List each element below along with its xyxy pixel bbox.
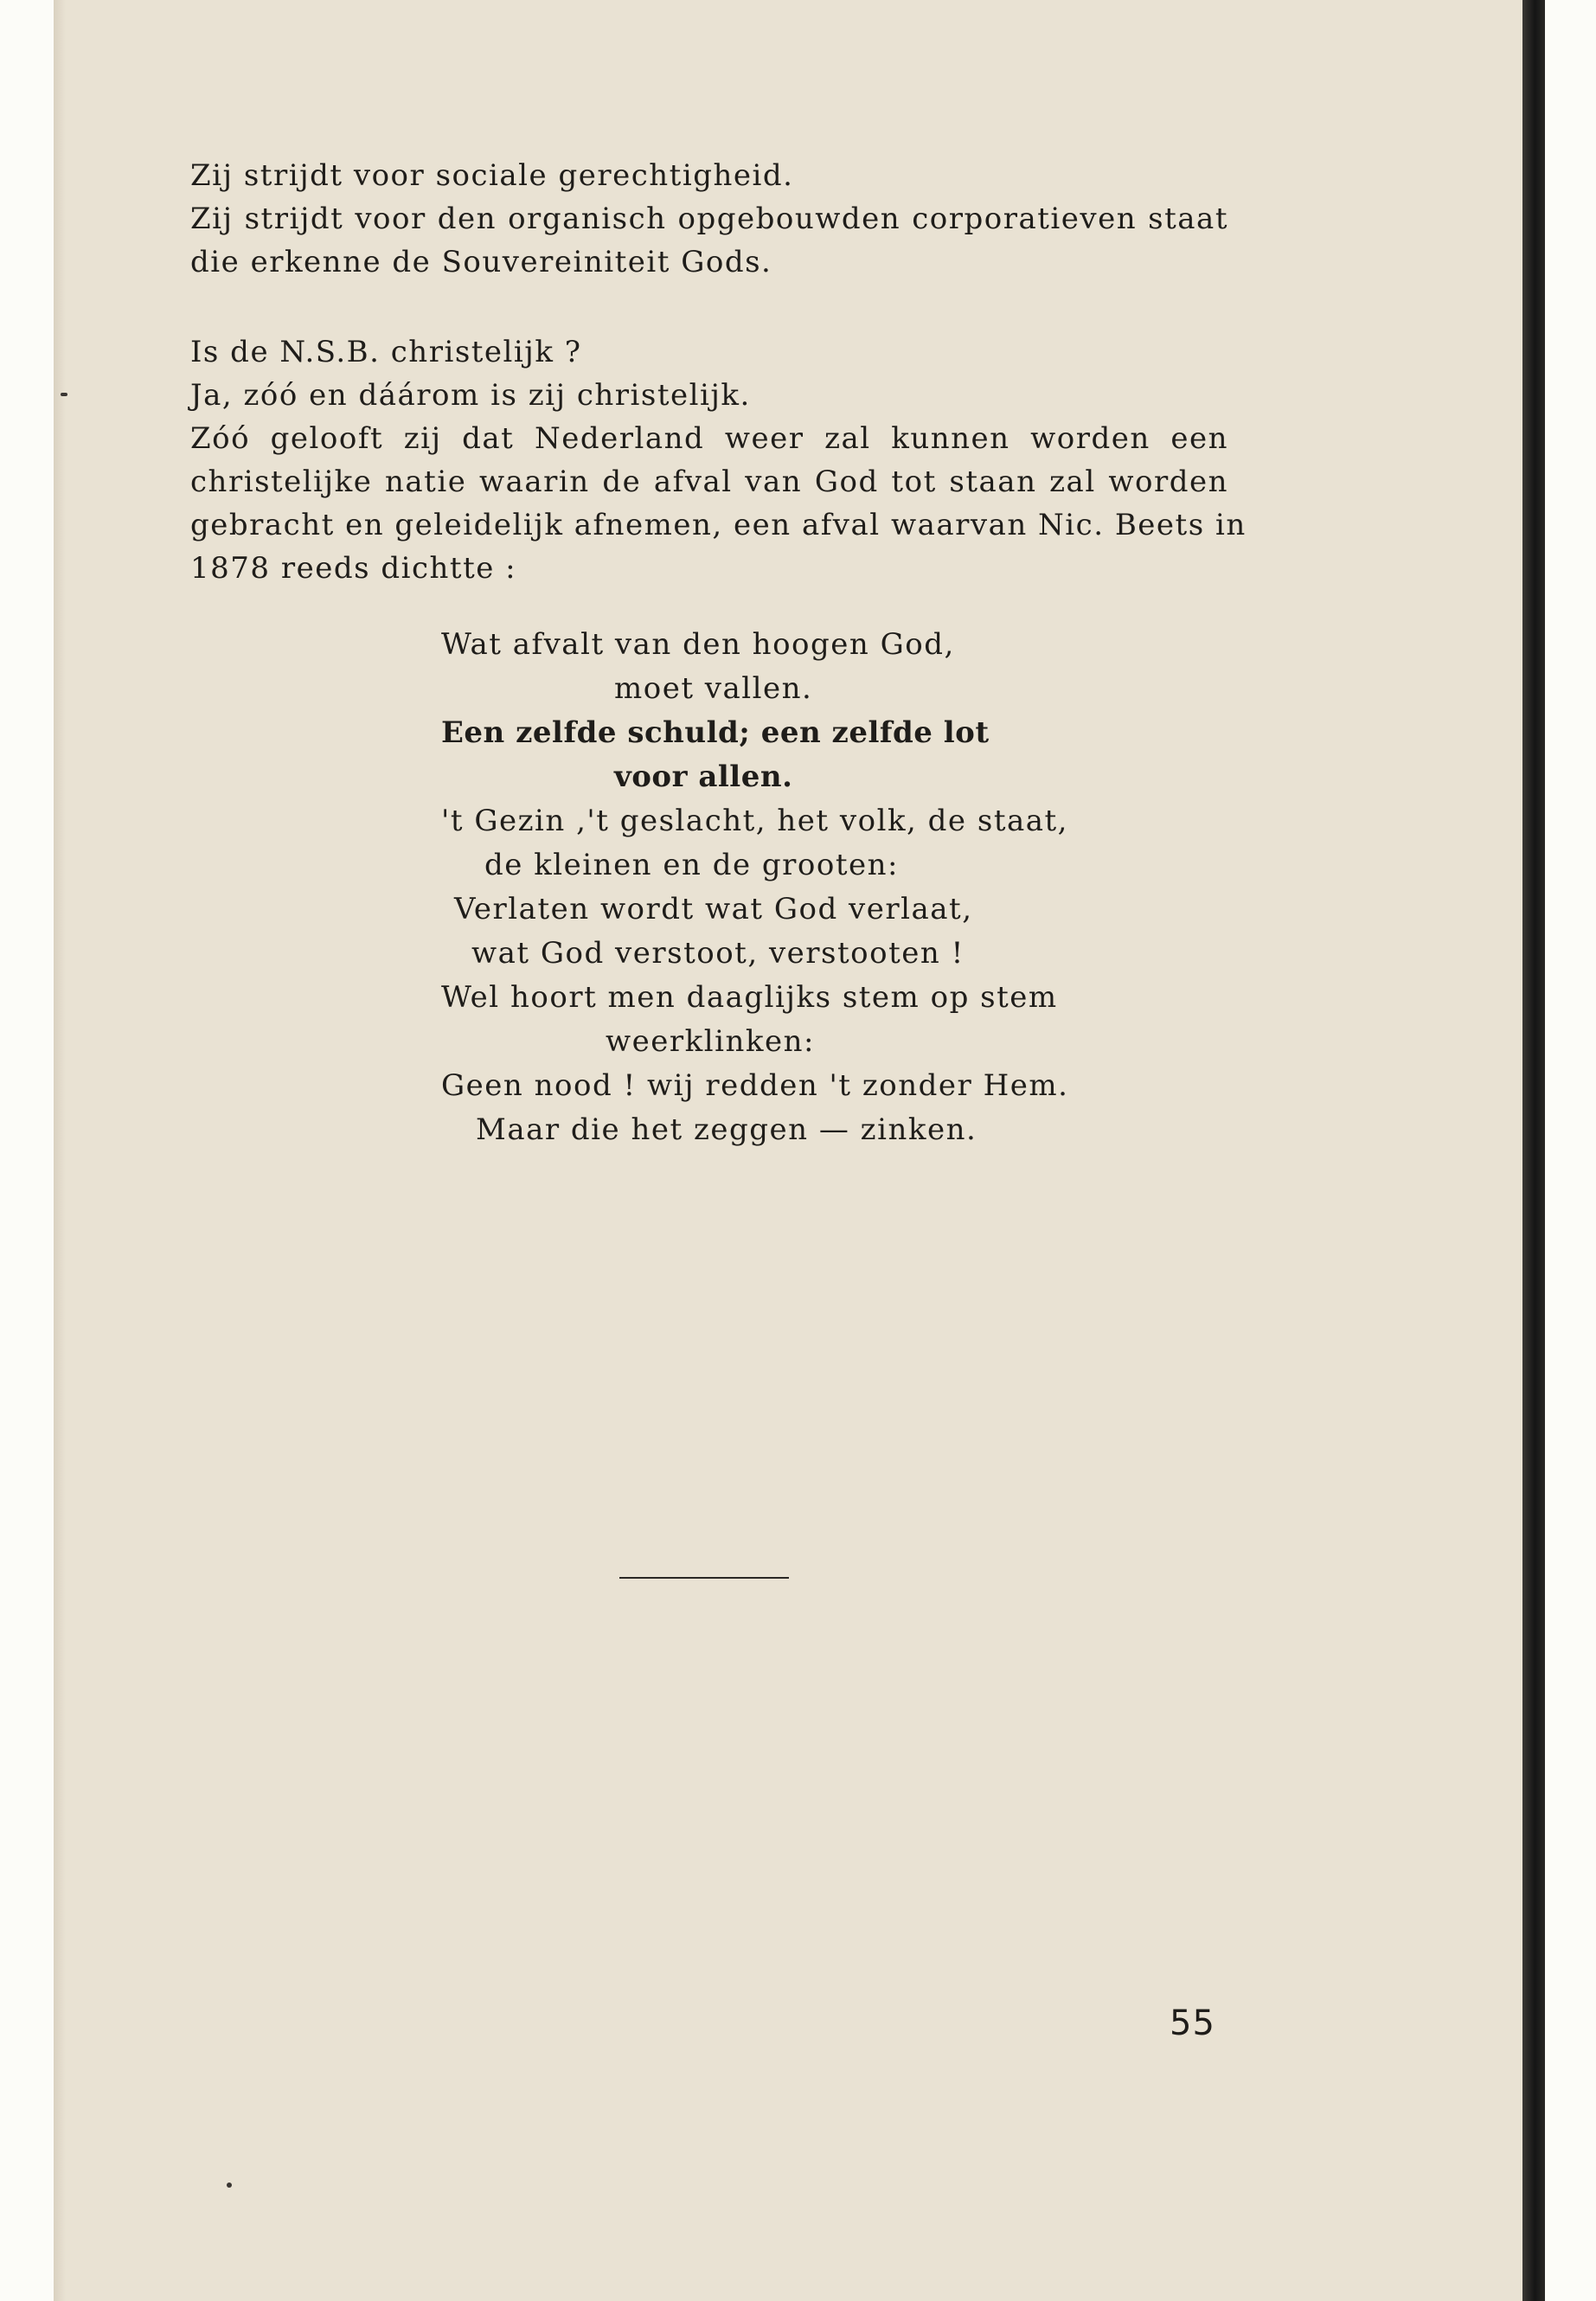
poem-line: moet vallen.	[614, 671, 813, 706]
prose-line: Ja, zóó en dáárom is zij christelijk.	[190, 378, 751, 413]
section-divider	[619, 1577, 789, 1579]
scan-speck	[227, 2182, 232, 2188]
paragraph-gap	[190, 284, 1228, 330]
prose-line: christelijke natie waarin de afval van God tot staan zal worden	[190, 465, 1228, 499]
prose-line: Zóó gelooft zij dat Nederland weer zal kunnen worden een	[190, 421, 1228, 456]
poem-line: Wat afvalt van den hoogen God,	[441, 627, 955, 662]
page-number: 55	[1170, 2003, 1215, 2043]
prose-line: Zij strijdt voor sociale gerechtigheid.	[190, 158, 794, 193]
poem-line-bold: voor allen.	[614, 760, 793, 794]
prose-line: Is de N.S.B. christelijk ?	[190, 335, 582, 369]
page-binding-shadow	[1522, 0, 1545, 2301]
page-left-edge	[54, 0, 66, 2301]
prose-block	[190, 154, 1247, 590]
prose-line: 1878 reeds dichtte :	[190, 551, 517, 586]
poem-line: Maar die het zeggen — zinken.	[476, 1112, 977, 1147]
poem-line-bold: Een zelfde schuld; een zelfde lot	[441, 715, 990, 750]
poem-line: Verlaten wordt wat God verlaat,	[454, 892, 973, 926]
poem-line: weerklinken:	[606, 1024, 815, 1059]
prose-line: gebracht en geleidelijk afnemen, een afval waarvan Nic. Beets in	[190, 508, 1247, 542]
prose-line: die erkenne de Souvereiniteit Gods.	[190, 245, 772, 279]
poem-line: Wel hoort men daaglijks stem op stem	[441, 980, 1058, 1015]
background-strip	[1545, 0, 1596, 2301]
poem-line: Geen nood ! wij redden 't zonder Hem.	[441, 1068, 1069, 1103]
poem-line: 't Gezin ,'t geslacht, het volk, de staat,	[441, 804, 1068, 838]
poem-line: wat God verstoot, verstooten !	[471, 936, 965, 971]
poem-block	[441, 623, 1068, 1152]
prose-line: Zij strijdt voor den organisch opgebouwden corporatieven staat	[190, 202, 1228, 236]
scan-speck	[61, 393, 67, 396]
poem-line: de kleinen en de grooten:	[484, 848, 900, 882]
